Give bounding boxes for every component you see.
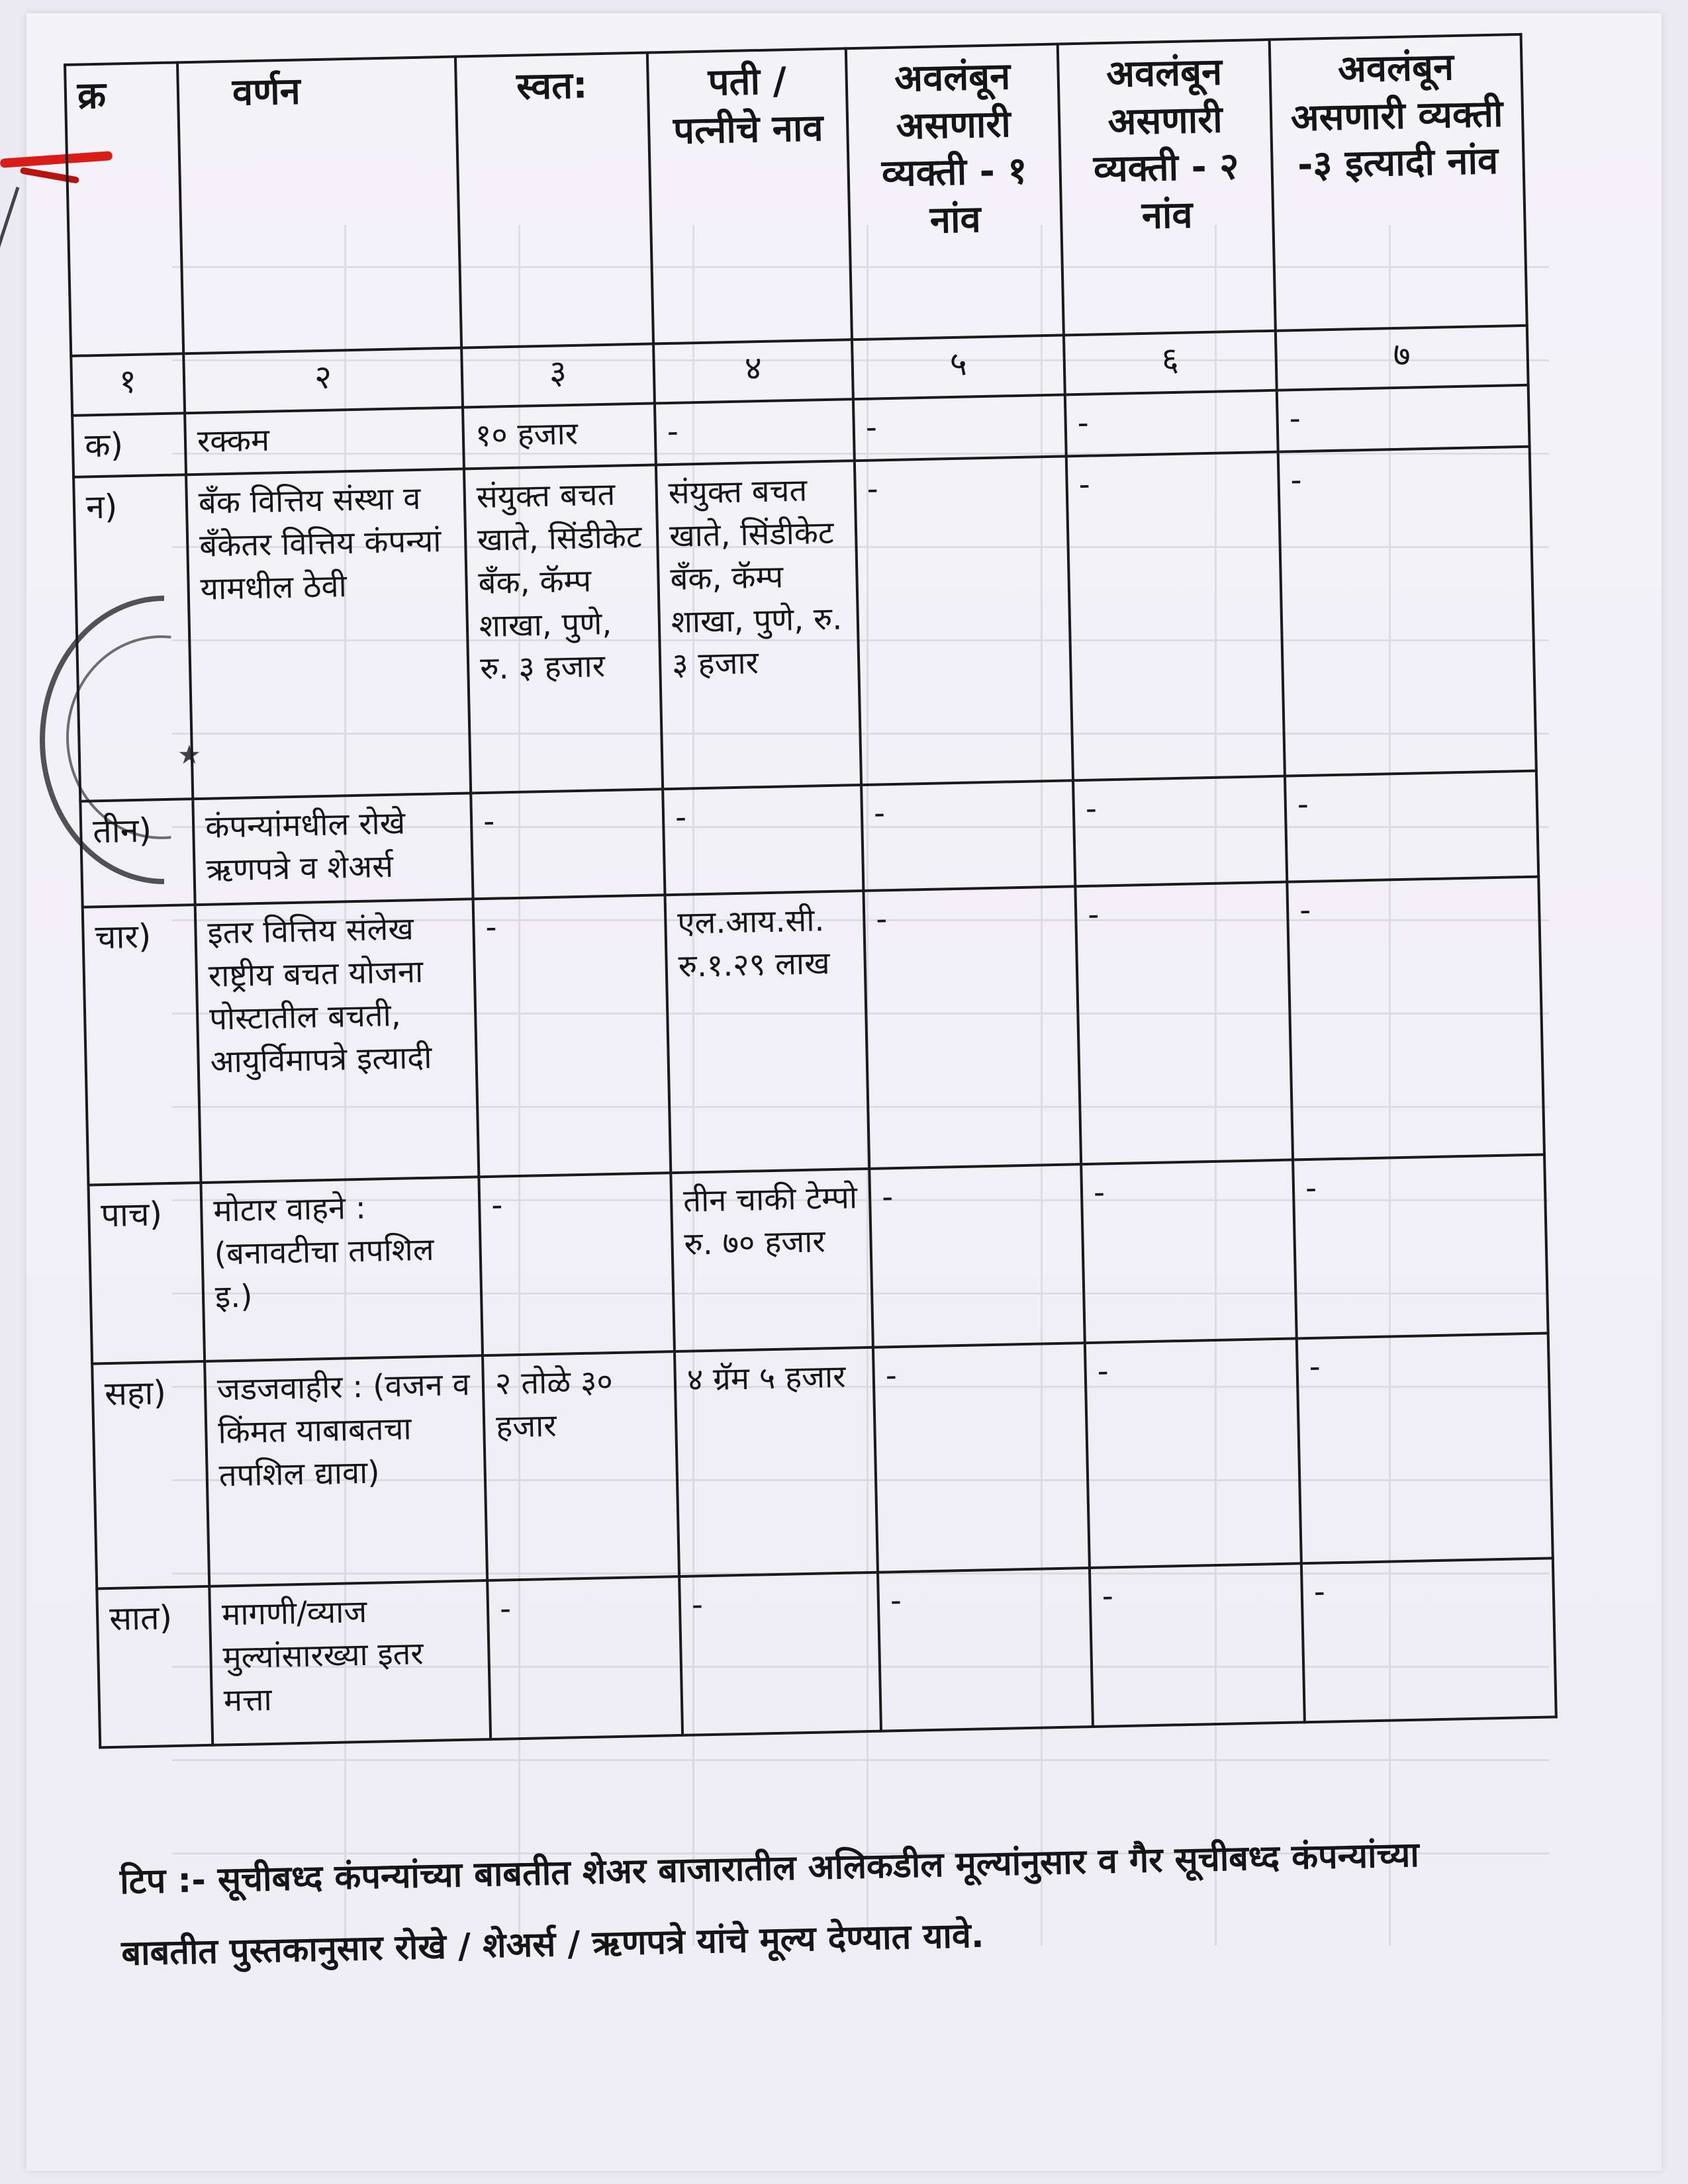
- footnote: टिप :- सूचीबध्द कंपन्यांच्या बाबतीत शेअर बाजारातील अलिकडील मूल्यांनुसार व गैर सूचीबध्द कंपन्यांच्या बाबतीत पुस्तकानुसार रोखे / शेअर्स / ऋणपत्रे यांचे मूल्य देण्यात यावे.: [119, 1835, 1420, 1974]
- row-dependent-3-value: -: [1277, 385, 1530, 452]
- row-serial: न): [73, 475, 193, 801]
- row-self-value: संयुक्त बचत खाते, सिंडीकेट बँक, कॅम्प शाखा, पुणे, रु. ३ हजार: [464, 465, 663, 793]
- table-row: [73, 447, 1536, 801]
- seal-star-icon: ★: [177, 740, 201, 770]
- column-number: १: [71, 353, 185, 416]
- row-dependent-3-value: -: [1278, 447, 1536, 776]
- row-spouse-value: तीन चाकी टेम्पो रु. ७० हजार: [671, 1169, 873, 1351]
- row-self-value: -: [471, 789, 665, 899]
- tag-clip: [0, 187, 19, 263]
- row-spouse-value: संयुक्त बचत खाते, सिंडीकेट बँक, कॅम्प शाखा, पुणे, रु. ३ हजार: [656, 461, 861, 789]
- row-self-value: -: [487, 1576, 682, 1739]
- row-self-value: -: [479, 1173, 675, 1355]
- row-description: रक्कम: [185, 407, 464, 475]
- row-dependent-2-value: -: [1073, 776, 1287, 887]
- row-serial: पाच): [88, 1183, 205, 1364]
- column-number: २: [183, 348, 463, 414]
- row-serial: क): [72, 413, 186, 477]
- column-number: ६: [1064, 331, 1277, 395]
- row-self-value: -: [473, 895, 671, 1177]
- row-dependent-1-value: -: [863, 886, 1081, 1169]
- row-dependent-2-value: -: [1075, 882, 1293, 1165]
- column-number: ४: [653, 340, 853, 403]
- header-serial: क्र: [65, 62, 183, 355]
- row-dependent-3-value: -: [1293, 1155, 1548, 1339]
- assets-table: [64, 33, 1558, 1749]
- row-dependent-1-value: -: [855, 456, 1073, 785]
- row-serial: चार): [83, 905, 201, 1185]
- row-dependent-1-value: -: [873, 1343, 1090, 1572]
- header-dependent-1: अवलंबून असणारी व्यक्ती - १ नांव: [846, 44, 1064, 340]
- row-dependent-3-value: -: [1301, 1558, 1556, 1722]
- row-dependent-3-value: -: [1287, 877, 1544, 1160]
- row-description: जडजवाहीर : (वजन व किंमत याबाबतचा तपशिल द्यावा): [205, 1355, 487, 1586]
- row-description: मागणी/व्याज मुल्यांसारख्या इतर मत्ता: [209, 1580, 491, 1745]
- row-dependent-2-value: -: [1066, 452, 1285, 781]
- row-spouse-value: -: [663, 785, 863, 895]
- row-description: कंपन्यांमधील रोखे ऋणपत्रे व शेअर्स: [193, 793, 473, 905]
- row-dependent-2-value: -: [1081, 1160, 1297, 1343]
- row-spouse-value: -: [679, 1572, 881, 1735]
- row-dependent-1-value: -: [878, 1568, 1093, 1731]
- row-spouse-value: ४ ग्रॅम ५ हजार: [675, 1347, 878, 1576]
- header-description: वर्णन: [177, 57, 461, 354]
- header-self: स्वत:: [455, 53, 653, 348]
- row-spouse-value: एल.आय.सी. रु.१.२९ लाख: [665, 891, 870, 1173]
- row-dependent-2-value: -: [1085, 1338, 1301, 1568]
- row-serial: सहा): [92, 1361, 209, 1588]
- column-number: ३: [461, 343, 655, 407]
- row-spouse-value: -: [655, 399, 855, 465]
- table-row: [97, 1558, 1556, 1747]
- row-self-value: २ तोळे ३० हजार: [483, 1351, 679, 1580]
- row-dependent-1-value: -: [853, 394, 1066, 461]
- table-row: [83, 877, 1544, 1185]
- table-header-row: [65, 34, 1527, 356]
- row-description: बँक वित्तिय संस्था व बँकेतर वित्तिय कंपन्यां यामधील ठेवी: [186, 469, 471, 799]
- row-description: मोटार वाहने : (बनावटीचा तपशिल इ.): [201, 1177, 483, 1361]
- table-row: [88, 1155, 1548, 1364]
- header-dependent-3: अवलंबून असणारी व्यक्ती -३ इत्यादी नांव: [1270, 34, 1527, 331]
- assets-table-frame: [64, 31, 1642, 1817]
- column-number: ७: [1276, 326, 1528, 390]
- header-spouse: पती / पत्नीचे नाव: [647, 48, 852, 343]
- row-dependent-3-value: -: [1297, 1333, 1553, 1563]
- row-self-value: १० हजार: [463, 403, 656, 469]
- row-dependent-2-value: -: [1090, 1563, 1305, 1727]
- row-dependent-1-value: -: [861, 780, 1075, 891]
- table-row: [92, 1333, 1553, 1588]
- header-dependent-2: अवलंबून असणारी व्यक्ती - २ नांव: [1058, 40, 1276, 336]
- row-dependent-3-value: -: [1285, 771, 1538, 882]
- row-dependent-2-value: -: [1065, 390, 1278, 457]
- row-description: इतर वित्तिय संलेख राष्ट्रीय बचत योजना पोस्टातील बचती, आयुर्विमापत्रे इत्यादी: [195, 899, 479, 1183]
- row-dependent-1-value: -: [869, 1164, 1085, 1347]
- row-serial: तीन): [80, 799, 195, 907]
- column-number: ५: [852, 335, 1065, 399]
- row-serial: सात): [97, 1586, 212, 1748]
